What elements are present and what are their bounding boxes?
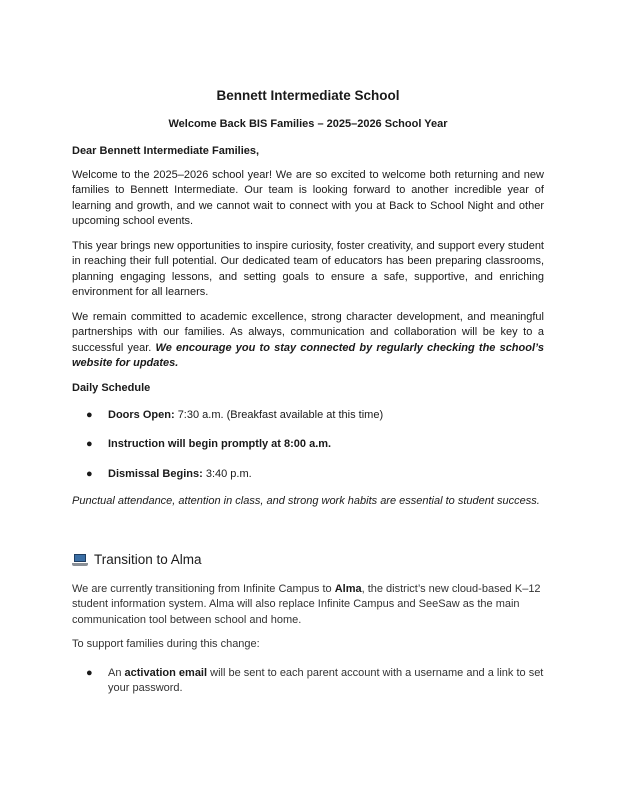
activation-email-bold: activation email bbox=[124, 667, 208, 679]
bullet-dot: ● bbox=[86, 438, 93, 450]
alma-section-heading bbox=[72, 552, 202, 567]
schedule-label: Instruction will begin promptly at 8:00 a.m. bbox=[108, 438, 332, 450]
school-name-title: Bennett Intermediate School bbox=[216, 88, 400, 103]
alma-intro-paragraph bbox=[72, 582, 544, 628]
bullet-dot: ● bbox=[86, 409, 93, 421]
laptop-icon bbox=[72, 554, 88, 566]
schedule-label: Dismissal Begins: bbox=[108, 468, 203, 480]
attendance-note: Punctual attendance, attention in class, and strong work habits are essential to student success. bbox=[72, 495, 540, 507]
opportunities-paragraph: This year brings new opportunities to inspire curiosity, foster creativity, and support every student in reaching their full potential. Our dedicated team of educators has been preparing classrooms, planning engaging lessons, and setting goals to ensure a safe, supportive, and enriching environment for all learners. bbox=[72, 240, 544, 299]
commitment-paragraph bbox=[72, 310, 544, 372]
bullet-dot: ● bbox=[86, 667, 93, 679]
activation-text: An bbox=[108, 667, 125, 679]
daily-schedule-heading: Daily Schedule bbox=[72, 382, 151, 394]
schedule-label: Doors Open: bbox=[108, 409, 175, 421]
letter-greeting: Dear Bennett Intermediate Families, bbox=[72, 145, 260, 157]
activation-text-continued: will be sent to each parent account with a username and a link to set your password. bbox=[108, 667, 544, 695]
alma-name: Alma bbox=[334, 583, 362, 595]
welcome-paragraph: Welcome to the 2025–2026 school year! We are so excited to welcome both returning and new families to Bennett Intermediate. Our team is looking forward to another incredible year of learning and growth, and we cannot wait to connect with you at Back to School Night and other upcoming school events. bbox=[72, 169, 544, 228]
schedule-value: 3:40 p.m. bbox=[205, 468, 252, 480]
alma-support-paragraph: To support families during this change: bbox=[72, 638, 260, 650]
website-emphasis: We encourage you to stay connected by regularly checking the school’s website for updates. bbox=[72, 341, 544, 370]
commitment-text: We remain committed to academic excellence, strong character development, and meaningful partnerships with our families. As always, communication and collaboration will be key to a successful year. bbox=[72, 311, 544, 354]
alma-heading-text: Transition to Alma bbox=[94, 552, 202, 567]
alma-intro-text: We are currently transitioning from Infinite Campus to bbox=[72, 583, 335, 595]
alma-intro-continued: , the district’s new cloud-based K–12 student information system. Alma will also replace Infinite Campus and SeeSaw as the main communication tool between school and home. bbox=[72, 583, 541, 626]
schedule-value: 7:30 a.m. (Breakfast available at this time) bbox=[177, 409, 384, 421]
bullet-dot: ● bbox=[86, 468, 93, 480]
letter-subtitle: Welcome Back BIS Families – 2025–2026 School Year bbox=[168, 118, 448, 130]
